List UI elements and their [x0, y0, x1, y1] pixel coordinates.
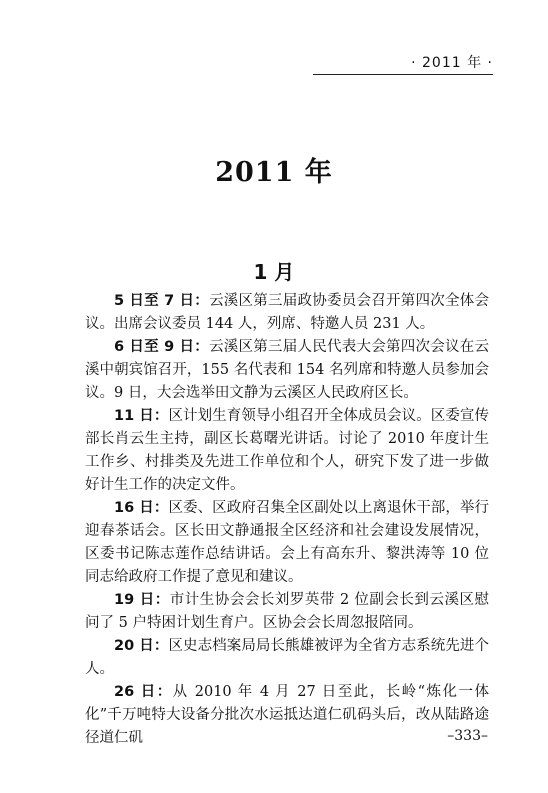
entry-text: 区计划生育领导小组召开全体成员会议。区委宣传部长肖云生主持，副区长葛曙光讲话。讨论了 2010 年度计生工作乡、村排类及先进工作单位和个人，研究下发了进一步做好计生工作的决定文件。: [85, 408, 489, 493]
chronicle-entry: [85, 497, 489, 589]
entry-date: 5 日至 7 日：: [114, 293, 210, 309]
entry-text: 云溪区第三届政协委员会召开第四次全体会议。出席会议委员 144 人，列席、特邀人员 231 人。: [85, 293, 490, 332]
entry-date: 26 日：: [114, 684, 173, 700]
chronicle-entry: [85, 405, 489, 497]
entry-text: 云溪区第三届人民代表大会第四次会议在云溪中朝宾馆召开，155 名代表和 154 名列席和特邀人员参加会议。9 日，大会选举田文静为云溪区人民政府区长。: [85, 339, 490, 401]
running-head: · 2011 年 ·: [411, 55, 493, 71]
chronicle-entry: [85, 290, 489, 336]
entry-date: 20 日：: [114, 638, 169, 654]
entry-date: 6 日至 9 日：: [114, 339, 210, 355]
entry-date: 19 日：: [114, 592, 170, 608]
page-number: –333–: [447, 728, 488, 744]
year-title: 2011 年: [215, 157, 333, 188]
chronicle-entries: [85, 290, 489, 750]
entry-text: 区委、区政府召集全区副处以上离退休干部，举行迎春茶话会。区长田文静通报全区经济和社会建设发展情况，区委书记陈志莲作总结讲话。会上有高东升、黎洪涛等 10 位同志给政府工作提了意见和建议。: [85, 500, 489, 585]
entry-date: 16 日：: [114, 500, 169, 516]
chronicle-entry: [85, 336, 489, 405]
entry-text: 市计生协会会长刘罗英带 2 位副会长到云溪区慰问了 5 户特困计划生育户。区协会会长周忽报陪同。: [85, 592, 489, 631]
entry-text: 区史志档案局局长熊雄被评为全省方志系统先进个人。: [85, 638, 489, 677]
entry-text: 从 2010 年 4 月 27 日至此，长岭“炼化一体化”千万吨特大设备分批次水运抵达道仁矶码头后，改从陆路途径道仁矶: [85, 684, 489, 746]
chronicle-entry: [85, 635, 489, 681]
chronicle-entry: [85, 589, 489, 635]
entry-date: 11 日：: [114, 408, 169, 424]
month-title: 1 月: [253, 260, 295, 284]
header-rule: [313, 74, 493, 75]
chronicle-entry: [85, 681, 489, 750]
